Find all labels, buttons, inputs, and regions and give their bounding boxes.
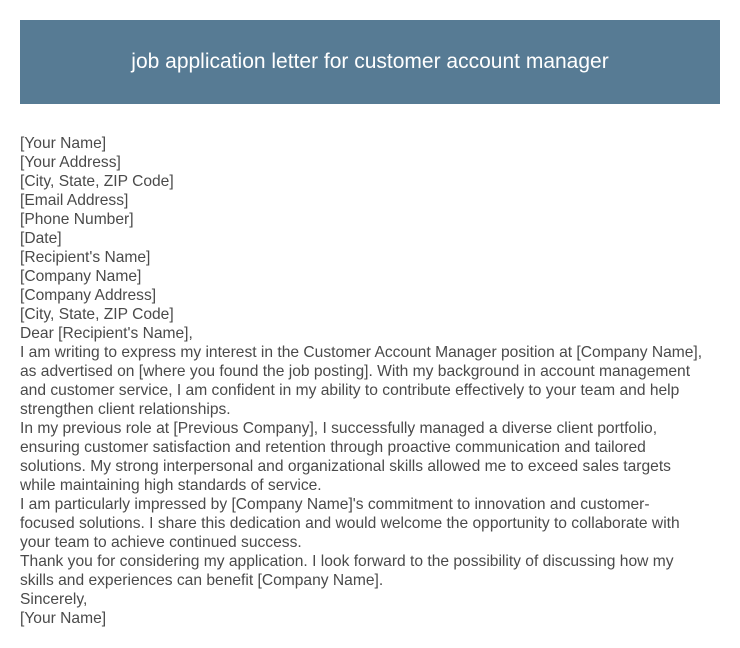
paragraph-thanks xyxy=(20,552,725,590)
paragraph-company-interest xyxy=(20,495,725,552)
recipient-block xyxy=(20,248,725,324)
sender-city-state-zip: [City, State, ZIP Code] xyxy=(20,173,174,190)
paragraph-line: skills and experiences can benefit [Company Name]. xyxy=(20,572,384,589)
sender-email: [Email Address] xyxy=(20,192,129,209)
paragraph-experience xyxy=(20,419,725,495)
paragraph-line: I am particularly impressed by [Company Name]'s commitment to innovation and customer- xyxy=(20,496,650,513)
paragraph-line: while maintaining high standards of service. xyxy=(20,477,322,494)
sender-phone: [Phone Number] xyxy=(20,211,134,228)
paragraph-line: focused solutions. I share this dedication and would welcome the opportunity to collaborate with xyxy=(20,515,680,532)
paragraph-intro xyxy=(20,343,725,419)
paragraph-line: Thank you for considering my application. I look forward to the possibility of discussing how my xyxy=(20,553,674,570)
letter-date: [Date] xyxy=(20,230,62,247)
recipient-city-state-zip: [City, State, ZIP Code] xyxy=(20,306,174,323)
recipient-company: [Company Name] xyxy=(20,268,142,285)
recipient-company-address: [Company Address] xyxy=(20,287,157,304)
paragraph-line: strengthen client relationships. xyxy=(20,401,231,418)
paragraph-line: In my previous role at [Previous Company], I successfully managed a diverse client portfolio, xyxy=(20,420,658,437)
paragraph-line: ensuring customer satisfaction and retention through proactive communication and tailored xyxy=(20,439,646,456)
paragraph-line: solutions. My strong interpersonal and organizational skills allowed me to exceed sales targets xyxy=(20,458,671,475)
paragraph-line: your team to achieve continued success. xyxy=(20,534,302,551)
letter-body xyxy=(20,134,725,628)
sender-block xyxy=(20,134,725,229)
recipient-name: [Recipient's Name] xyxy=(20,249,151,266)
signature: [Your Name] xyxy=(20,610,107,627)
sender-name: [Your Name] xyxy=(20,135,107,152)
page-title: job application letter for customer account manager xyxy=(131,50,609,73)
salutation: Dear [Recipient's Name], xyxy=(20,325,193,342)
paragraph-line: as advertised on [where you found the job posting]. With my background in account management xyxy=(20,363,691,380)
title-banner xyxy=(20,20,720,104)
closing: Sincerely, xyxy=(20,591,88,608)
sender-address: [Your Address] xyxy=(20,154,121,171)
paragraph-line: and customer service, I am confident in my ability to contribute effectively to your team and help xyxy=(20,382,680,399)
paragraph-line: I am writing to express my interest in the Customer Account Manager position at [Company Name], xyxy=(20,344,703,361)
